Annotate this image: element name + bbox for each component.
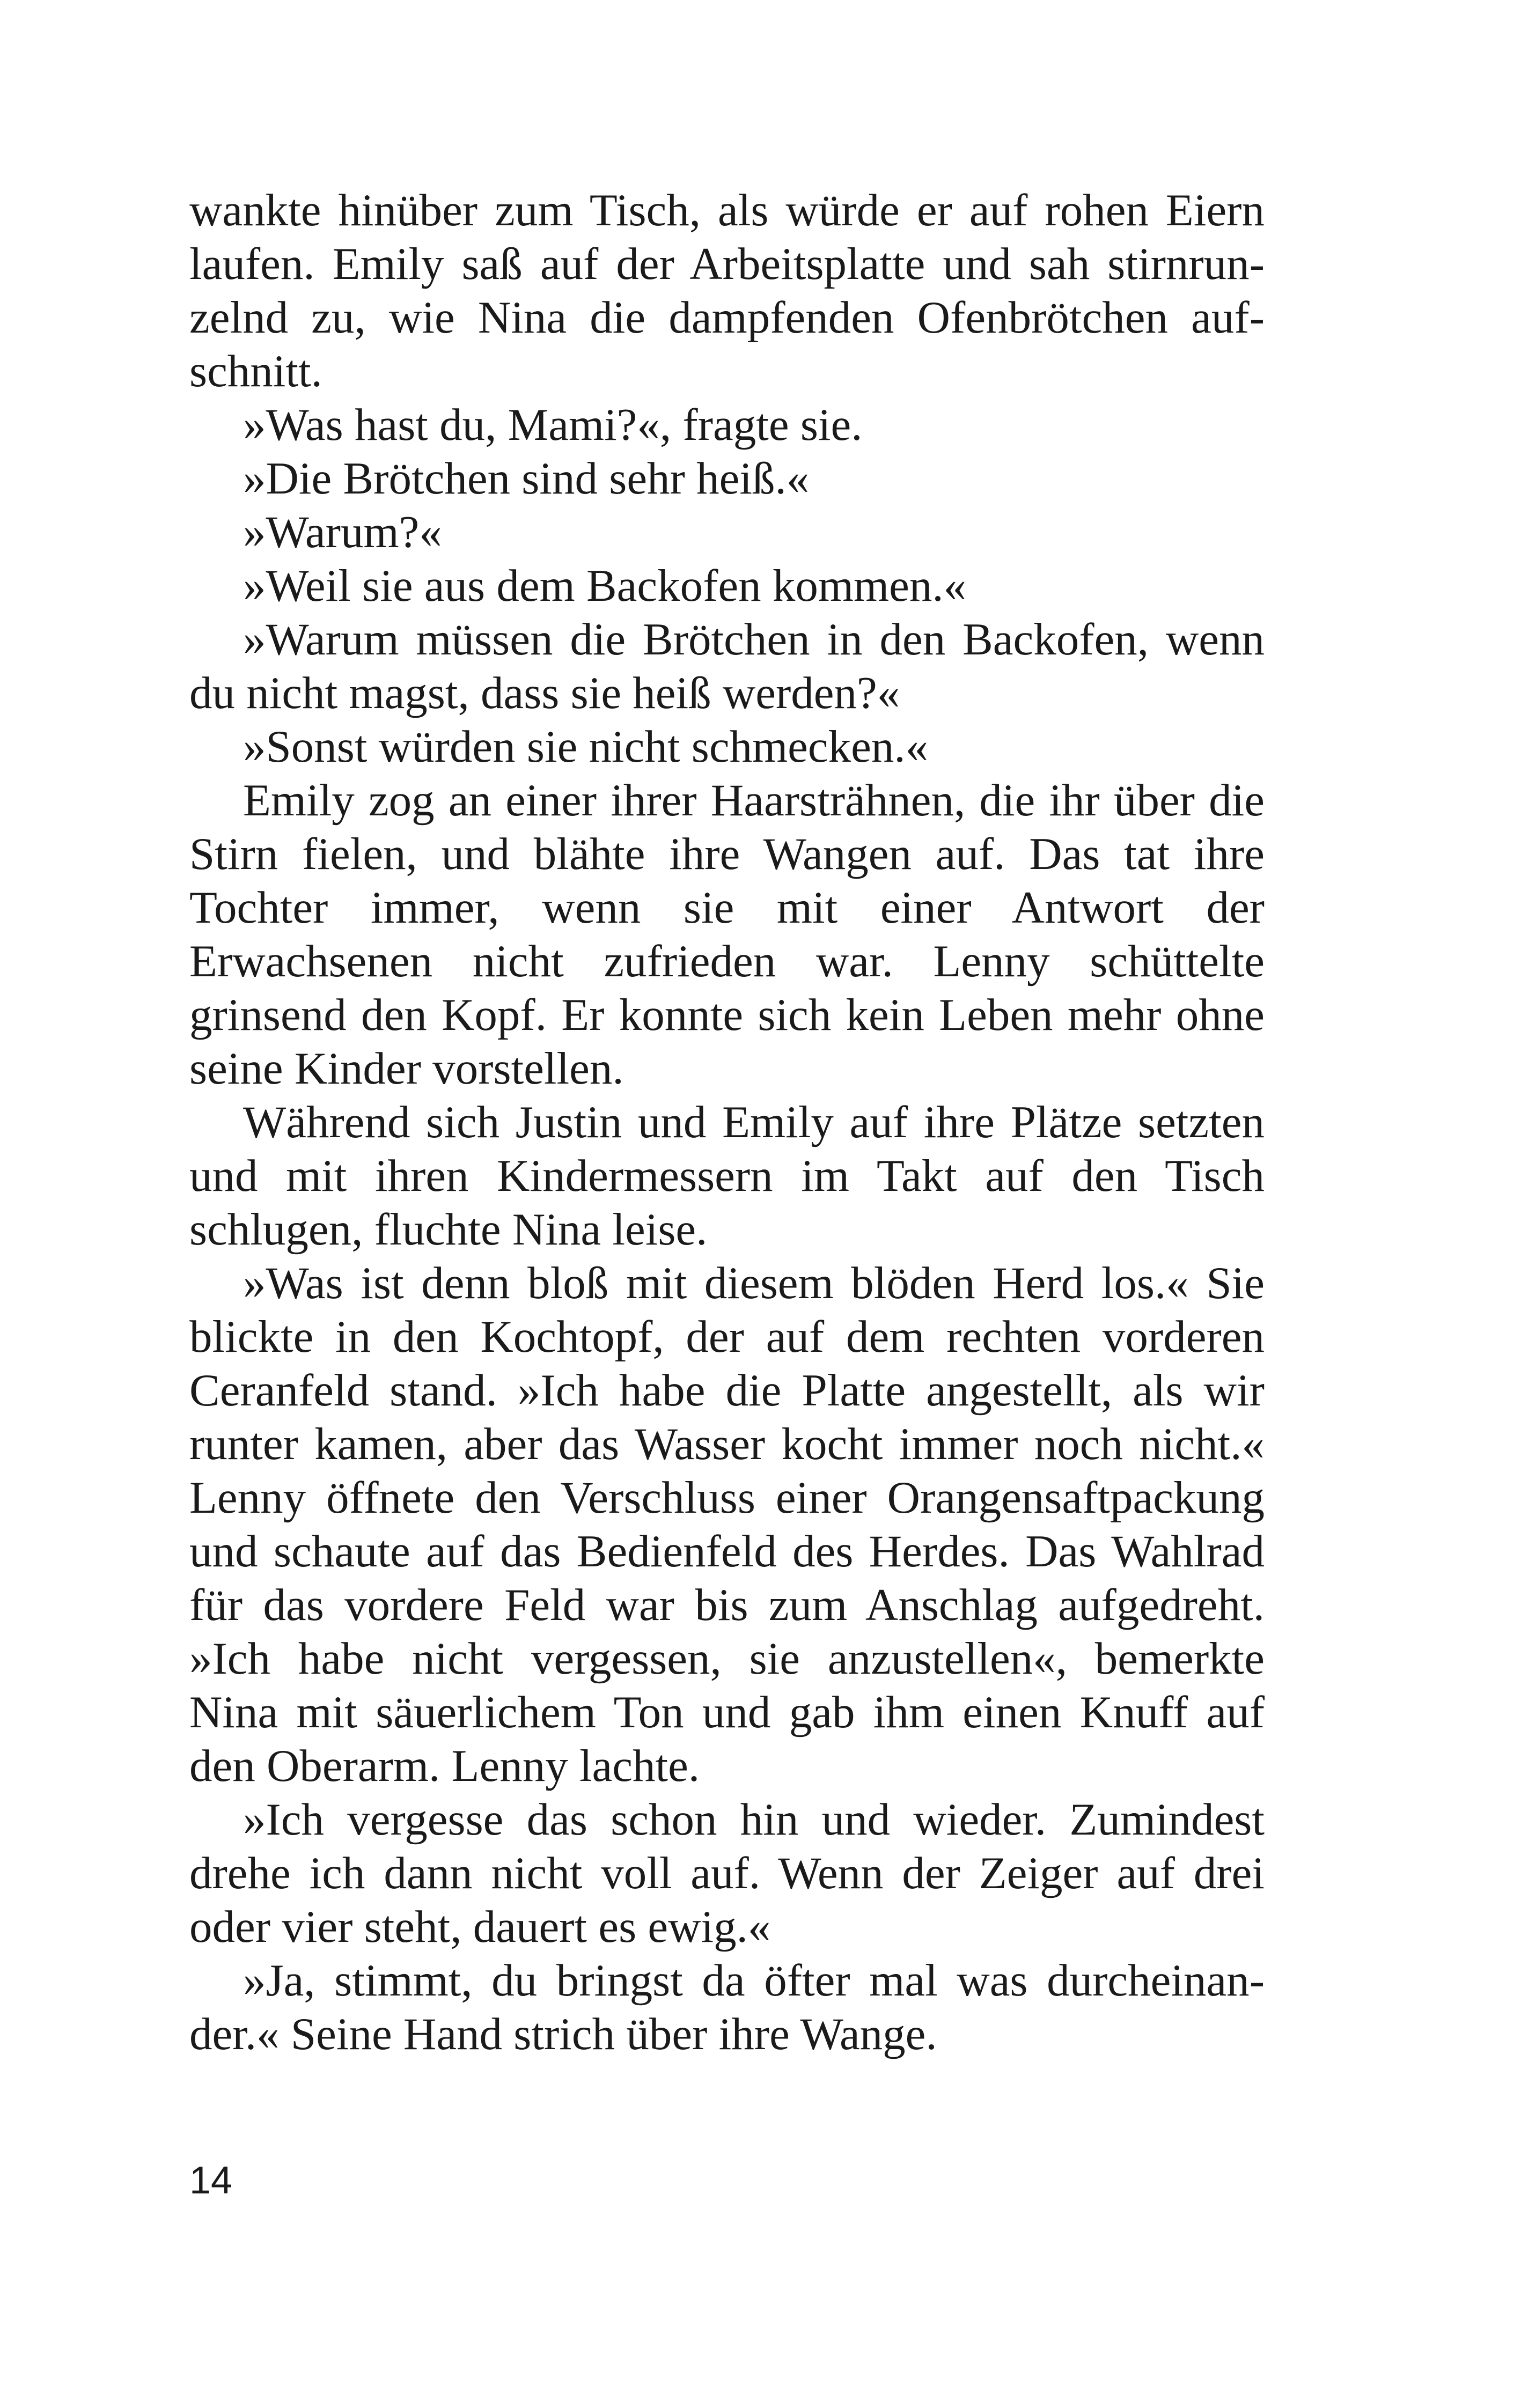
paragraph-3: »Die Brötchen sind sehr heiß.« bbox=[243, 453, 810, 504]
paragraph-2: »Was hast du, Mami?«, fragte sie. bbox=[243, 400, 863, 450]
paragraph-9: Während sich Justin und Emily auf ihre Plätze setzten und mit ihren Kindermessern im Takt auf den Tisch schlugen, fluchte Nina leise. bbox=[189, 1097, 1265, 1255]
page-body bbox=[189, 183, 1265, 2061]
paragraph-10: »Was ist denn bloß mit diesem blöden Herd los.« Sie blickte in den Kochtopf, der auf dem rechten vorderen Ceranfeld stand. »Ich habe die Platte angestellt, als wir runter kamen, aber das Wasser kocht immer noch nicht.« Lenny öffnete den Verschluss einer Orangensaftpackung und schaute auf das Bedienfeld des Herdes. Das Wahlrad für das vordere Feld war bis zum Anschlag aufgedreht. »Ich habe nicht vergessen, sie anzustellen«, bemerkte Nina mit säuerlichem Ton und gab ihm einen Knuff auf den Oberarm. Lenny lachte. bbox=[189, 1258, 1265, 1791]
paragraph-4: »Warum?« bbox=[243, 507, 442, 557]
paragraph-1: wankte hinüber zum Tisch, als würde er auf rohen Eiern laufen. Emily saß auf der Arbeitsplatte und sah stirnrunzelnd zu, wie Nina die dampfenden Ofenbrötchen aufschnitt. bbox=[189, 185, 1265, 396]
paragraph-6: »Warum müssen die Brötchen in den Backofen, wenn du nicht magst, dass sie heiß werden?« bbox=[189, 614, 1265, 718]
paragraph-11: »Ich vergesse das schon hin und wieder. Zumindest drehe ich dann nicht voll auf. Wenn der Zeiger auf drei oder vier steht, dauert es ewig.« bbox=[189, 1794, 1265, 1952]
paragraph-12: »Ja, stimmt, du bringst da öfter mal was durcheinander.« Seine Hand strich über ihre Wange. bbox=[189, 1955, 1265, 2059]
page-number: 14 bbox=[189, 2159, 233, 2202]
paragraph-7: »Sonst würden sie nicht schmecken.« bbox=[243, 721, 929, 772]
paragraph-5: »Weil sie aus dem Backofen kommen.« bbox=[243, 561, 967, 611]
paragraph-8: Emily zog an einer ihrer Haarsträhnen, die ihr über die Stirn fielen, und blähte ihre Wangen auf. Das tat ihre Tochter immer, wenn sie mit einer Antwort der Erwachsenen nicht zufrieden war. Lenny schüttelte grinsend den Kopf. Er konnte sich kein Leben mehr ohne seine Kinder vorstellen. bbox=[189, 775, 1265, 1094]
